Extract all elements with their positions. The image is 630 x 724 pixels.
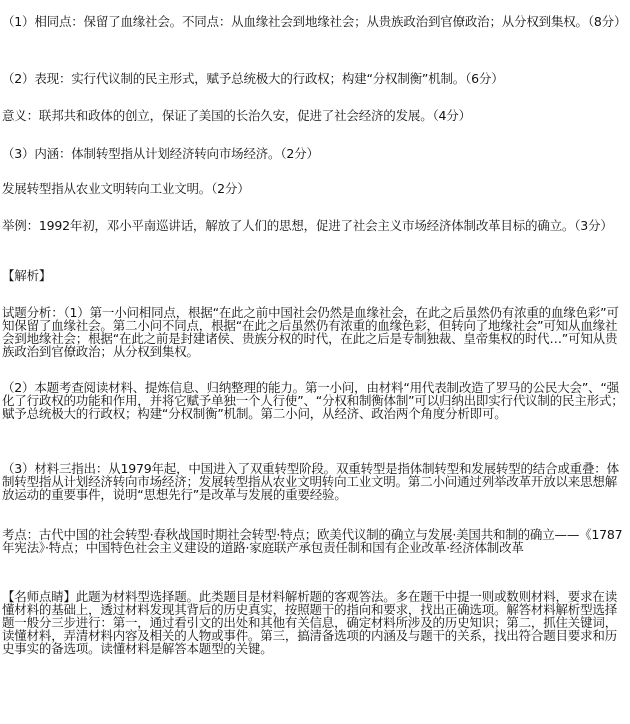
answer-part2-manifestation: （2）表现：实行代议制的民主形式，赋予总统极大的行政权；构建“分权制衡”机制。（6分） bbox=[2, 71, 504, 86]
answer-part1: （1）相同点：保留了血缘社会。不同点：从血缘社会到地缘社会；从贵族政治到官僚政治；从分权到集权。（8分） bbox=[2, 14, 627, 29]
analysis-heading: 【解析】 bbox=[2, 268, 52, 283]
analysis-part2: （2）本题考查阅读材料、提炼信息、归纳整理的能力。第一小问，由材料“用代表制改造了罗马的公民大会”、“强化了行政权的功能和作用，并将它赋予单独一个人行使”、“分权和制衡体制”可以归纳出即实行代议制的民主形式；赋予总统极大的行政权；构建“分权制衡”机制。第二小问，从经济、政治两个角度分析即可。 bbox=[2, 380, 624, 421]
answer-part3-connotation: （3）内涵：体制转型指从计划经济转向市场经济。（2分） bbox=[2, 146, 319, 161]
answer-part3-example: 举例：1992年初，邓小平南巡讲话，解放了人们的思想，促进了社会主义市场经济体制改革目标的确立。（3分） bbox=[2, 218, 613, 233]
teacher-tips: 【名师点睛】此题为材料型选择题。此类题目是材料解析题的客观答法。多在题干中提一则或数则材料，要求在读懂材料的基础上，透过材料发现其背后的历史真实，按照题干的指向和要求，找出正确选项。解答材料解析型选择题一般分三步进行：第一，通过看引文的出处和其他有关信息，确定材料所涉及的历史知识；第二，抓住关键词，读懂材料，弄清材料内容及相关的人物或事件。第三，搞清备选项的内涵及与题干的关系，找出符合题目要求和历史事实的备选项。读懂材料是解答本题型的关键。 bbox=[2, 589, 618, 656]
analysis-part1: 试题分析：（1）第一小问相同点，根据“在此之前中国社会仍然是血缘社会，在此之后虽然仍有浓重的血缘色彩”可知保留了血缘社会。第二小问不同点，根据“在此之后虽然仍有浓重的血缘色彩，但转向了地缘社会”可知从血缘社会到地缘社会；根据“在此之前是封建诸侯、贵族分权的时代，在此之后是专制独裁、皇帝集权的时代…”可知从贵族政治到官僚政治；从分权到集权。 bbox=[2, 305, 619, 359]
exam-points: 考点：古代中国的社会转型·春秋战国时期社会转型·特点；欧美代议制的确立与发展·美国共和制的确立——《1787年宪法》·特点；中国特色社会主义建设的道路·家庭联产承包责任制和国有企业改革·经济体制改革 bbox=[2, 527, 623, 555]
answer-part2-significance: 意义：联邦共和政体的创立，保证了美国的长治久安，促进了社会经济的发展。（4分） bbox=[2, 108, 471, 123]
answer-part3-development: 发展转型指从农业文明转向工业文明。（2分） bbox=[2, 181, 250, 196]
analysis-part3: （3）材料三指出：从1979年起，中国进入了双重转型阶段。双重转型是指体制转型和发展转型的结合或重叠：体制转型指从计划经济转向市场经济；发展转型指从农业文明转向工业文明。第二小问通过列举改革开放以来思想解放运动的重要事件，说明“思想先行”是改革与发展的重要经验。 bbox=[2, 461, 619, 502]
